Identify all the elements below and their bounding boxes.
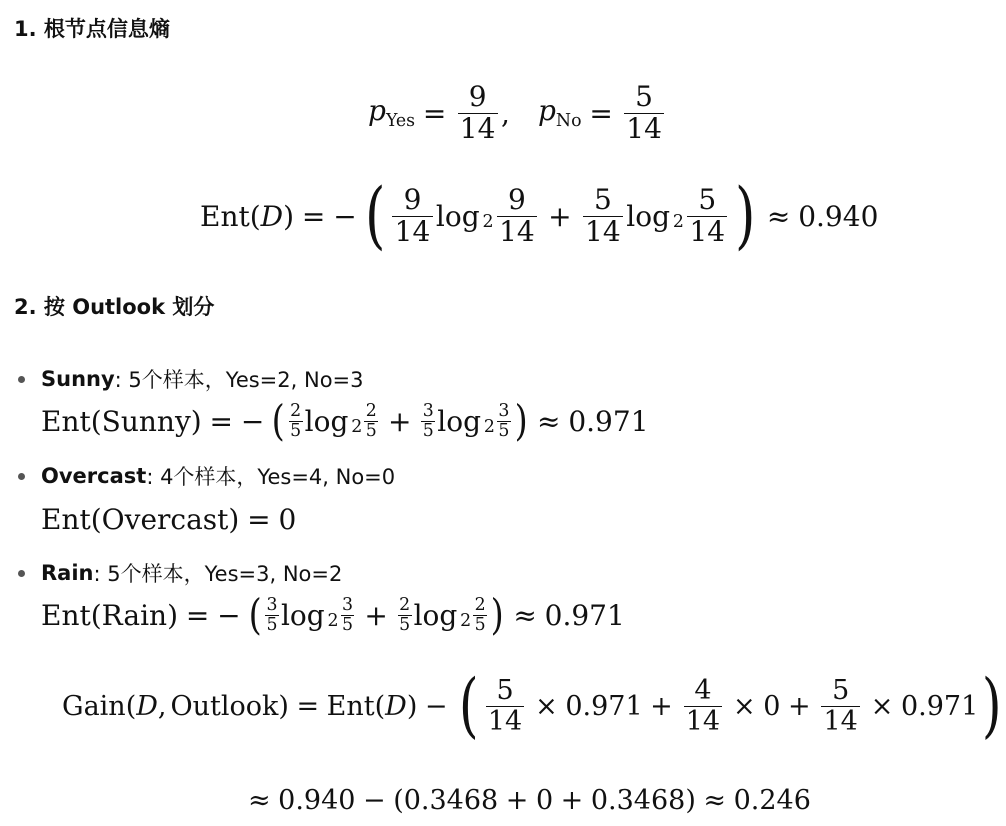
overcast-entropy-equation: Ent ( Overcast ) = 0 (41, 502, 297, 536)
list-item-sunny (18, 366, 364, 392)
root-entropy-equation: Ent ( D ) = − ( $\frac{9}{14}$ log 2 $\frac{9}{14}$ + $\frac{5}{14}$ log 2 $\frac{5}{14}$ ) ≈ 0.940 (200, 173, 879, 259)
rain-entropy-equation: Ent ( Rain ) = − ( $\frac{3}{5}$ log 2 $\frac{3}{5}$ + $\frac{2}{5}$ log 2 $\frac{2}{5}$ ) ≈ 0.971 (41, 590, 625, 639)
section-heading-1: 1. 根节点信息熵 (14, 17, 170, 41)
sunny-text: : 5个样本，Yes=2, No=3 (114, 368, 364, 392)
list-item-overcast (18, 463, 395, 489)
bullet-icon (18, 570, 25, 577)
list-item-rain (18, 560, 342, 586)
section-heading-2: 2. 按 Outlook 划分 (14, 295, 215, 319)
sunny-entropy-equation: Ent ( Sunny ) = − ( $\frac{2}{5}$ log 2 $\frac{2}{5}$ + $\frac{3}{5}$ log 2 $\frac{3}{5}$ ) ≈ 0.971 (41, 396, 649, 445)
overcast-text: : 4个样本，Yes=4, No=0 (146, 465, 396, 489)
gain-equation: Gain ( D , Outlook ) = Ent ( D ) − ( $\frac{5}{14}$ × 0.971 + $\frac{4}{14}$ × 0 + $\frac{5}{14}$ × 0.971 ) (62, 664, 1002, 747)
rain-label: Rain (41, 561, 94, 585)
gain-result-equation: ≈ 0.940 − ( 0.3468 + 0 + 0.3468 ) ≈ 0.246 (248, 784, 811, 816)
rain-text: : 5个样本，Yes=3, No=2 (93, 562, 343, 586)
sunny-label: Sunny (41, 367, 115, 391)
bullet-icon (18, 376, 25, 383)
bullet-icon (18, 473, 25, 480)
probability-equation: $p_{Yes}$ = $\frac{9}{14}$ , $p_{No}$ = $\frac{5}{14}$ (368, 80, 667, 146)
overcast-label: Overcast (41, 464, 147, 488)
